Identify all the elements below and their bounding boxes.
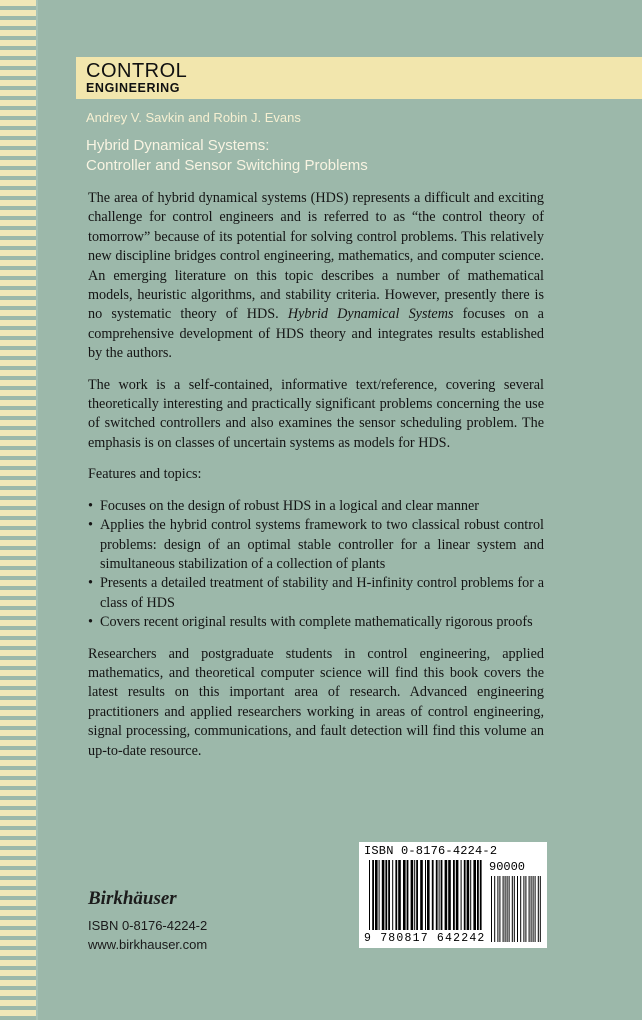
barcode-bar (392, 860, 393, 930)
p1-text-end: focuses on a comprehensive development of HDS theory and integrates results established by the authors. (88, 306, 544, 362)
barcode-bar (382, 860, 385, 930)
feature-item: • Covers recent original results with complete mathematically rigorous proofs (88, 613, 544, 632)
barcode-bar (425, 860, 426, 930)
barcode-bar (385, 860, 387, 930)
barcode-bar (473, 860, 476, 930)
spine-stripe-decoration (0, 0, 36, 1020)
isbn-text: ISBN 0-8176-4224-2 (88, 918, 208, 933)
feature-item: • Presents a detailed treatment of stability and H-infinity control problems for a class of HDS (88, 574, 544, 613)
book-title-line2: Controller and Sensor Switching Problems (86, 157, 368, 174)
barcode-bar (436, 860, 438, 930)
barcode-bar (464, 860, 466, 930)
barcode-addon-bar (507, 876, 508, 942)
barcode-addon-bar (499, 876, 500, 942)
barcode-bar (427, 860, 430, 930)
series-name-line1: CONTROL (86, 60, 188, 82)
p1-book-title: Hybrid Dynamical Systems (287, 306, 454, 323)
barcode-bar (456, 860, 459, 930)
publisher-logo: Birkhäuser (88, 888, 177, 909)
barcode-bar (379, 860, 380, 930)
barcode-addon-bar (533, 876, 534, 942)
book-title-line1: Hybrid Dynamical Systems: (86, 137, 270, 154)
barcode-bar (369, 860, 370, 930)
barcode-bar (477, 860, 479, 930)
series-name-line2: ENGINEERING (86, 81, 181, 95)
barcode-bar (470, 860, 471, 930)
barcode-addon-number: 90000 (489, 860, 526, 874)
feature-item: • Applies the hybrid control systems framework to two classical robust control problems: design of an optimal stable controller for a linear system and simultaneous stabilization of a collection of plants (88, 516, 544, 574)
barcode-ean-number: 9 780817 642242 (364, 932, 486, 945)
blurb-paragraph-2: The work is a self-contained, informative text/reference, covering several theoretically interesting and practically significant problems concerning the use of switched controllers and also examines the sensor scheduling problem. The emphasis is on classes of uncertain systems as models for HDS. (88, 376, 544, 451)
p1-text: The area of hybrid dynamical systems (HDS) represents a difficult and exciting challenge for control engineers and is referred to as “the control theory of tomorrow” because of its potential for solving control problems. This relatively new discipline bridges control engineering, mathematics, and computer science. An emerging literature on this topic describes a number of mathematical models, heuristic algorithms, and stability criteria. However, presently there is no systematic theory of HDS. (88, 190, 544, 323)
barcode-addon-bar (509, 876, 510, 942)
barcode-addon-bar (514, 876, 515, 942)
authors: Andrey V. Savkin and Robin J. Evans (86, 110, 301, 125)
barcode-addon-bar (538, 876, 539, 942)
features-list (88, 497, 544, 633)
barcode-bar (467, 860, 470, 930)
barcode-addon-bar (512, 876, 513, 942)
barcode-bar (461, 860, 462, 930)
barcode-bar (445, 860, 448, 930)
barcode-bar (403, 860, 406, 930)
feature-item: • Focuses on the design of robust HDS in a logical and clear manner (88, 497, 544, 516)
barcode-bar (448, 860, 451, 930)
barcode-bar (420, 860, 423, 930)
barcode-bar (480, 860, 482, 930)
spine-stripe-edge (36, 0, 38, 1020)
barcode-bar (388, 860, 390, 930)
barcode-addon-bar (529, 876, 530, 942)
blurb-text (88, 189, 544, 773)
barcode-bar (375, 860, 378, 930)
barcode-bar (453, 860, 455, 930)
barcode-addon-bar (494, 876, 495, 942)
publisher-website: www.birkhauser.com (88, 937, 208, 952)
barcode-addon-bar (503, 876, 504, 942)
barcode-addon-bar (497, 876, 498, 942)
barcode-addon-bar (517, 876, 518, 942)
barcode-addon-bar (540, 876, 541, 942)
barcode-addon-bar (535, 876, 536, 942)
barcode-bar (398, 860, 401, 930)
barcode-addon-bar (520, 876, 521, 942)
barcode-bar (432, 860, 434, 930)
barcode-bar (407, 860, 409, 930)
barcode-addon-bar (491, 876, 492, 942)
barcode-bar (372, 860, 374, 930)
barcode-addon-bar (505, 876, 506, 942)
features-heading: Features and topics: (88, 466, 202, 483)
barcode-bar (441, 860, 443, 930)
barcode-bar (411, 860, 414, 930)
barcode (359, 842, 547, 948)
barcode-addon-bar (531, 876, 532, 942)
barcode-bar (439, 860, 440, 930)
barcode-bar (416, 860, 418, 930)
barcode-bar (414, 860, 415, 930)
barcode-isbn-label: ISBN 0-8176-4224-2 (364, 844, 498, 858)
book-title (86, 136, 606, 176)
blurb-paragraph-1 (88, 189, 544, 364)
barcode-bar (395, 860, 397, 930)
barcode-addon-bar (523, 876, 524, 942)
blurb-paragraph-3: Researchers and postgraduate students in control engineering, applied mathematics, and theoretical computer science will find this book covers the latest results on this important area of research. Advanced engineering practitioners and applied researchers working in areas of control engineering, signal processing, communications, and fault detection will find this volume an up-to-date resource. (88, 645, 544, 759)
barcode-addon-bar (525, 876, 526, 942)
